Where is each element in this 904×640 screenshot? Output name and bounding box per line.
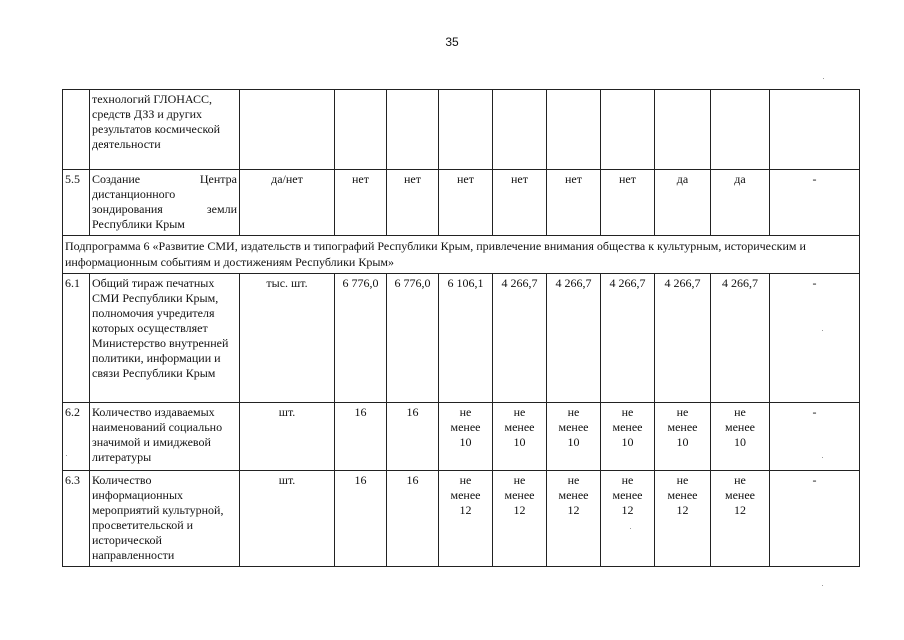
value-cell: не менее 12 <box>601 471 655 567</box>
value-cell <box>711 90 770 170</box>
value-cell: не менее 10 <box>601 403 655 471</box>
value-cell: 4 266,7 <box>711 274 770 403</box>
value-cell: 16 <box>387 471 439 567</box>
value-cell: нет <box>439 170 493 236</box>
value-cell <box>547 90 601 170</box>
value-cell: не менее 12 <box>493 471 547 567</box>
value-cell: не менее 10 <box>493 403 547 471</box>
scan-speck <box>630 528 631 529</box>
value-cell <box>655 90 711 170</box>
value-cell <box>335 90 387 170</box>
value-cell: не менее 10 <box>711 403 770 471</box>
scan-speck <box>823 78 824 79</box>
value-cell: 6 106,1 <box>439 274 493 403</box>
section-heading-row <box>63 236 860 274</box>
value-cell: нет <box>547 170 601 236</box>
value-cell: 6 776,0 <box>335 274 387 403</box>
value-cell: 4 266,7 <box>547 274 601 403</box>
value-cell: 6 776,0 <box>387 274 439 403</box>
table-row <box>63 403 860 471</box>
indicator-name: Создание Центра дистанционного зондирования земли Республики Крым <box>90 170 240 236</box>
page-number: 35 <box>445 35 459 49</box>
unit-cell: шт. <box>240 471 335 567</box>
value-cell <box>601 90 655 170</box>
scan-speck <box>822 330 823 331</box>
note-cell: - <box>770 274 860 403</box>
unit-cell: шт. <box>240 403 335 471</box>
note-cell: - <box>770 170 860 236</box>
value-cell <box>387 90 439 170</box>
value-cell: не менее 10 <box>547 403 601 471</box>
value-cell: да <box>655 170 711 236</box>
indicator-name: Количество издаваемых наименований социально значимой и имиджевой литературы <box>90 403 240 471</box>
value-cell <box>439 90 493 170</box>
value-cell <box>493 90 547 170</box>
indicator-name: Общий тираж печатных СМИ Республики Крым, полномочия учредителя которых осуществляет Министерство внутренней политики, информации и связи Республики Крым <box>90 274 240 403</box>
scan-speck <box>66 455 67 456</box>
value-cell: нет <box>601 170 655 236</box>
table-row <box>63 471 860 567</box>
unit-cell: да/нет <box>240 170 335 236</box>
note-cell: - <box>770 403 860 471</box>
section-heading: Подпрограмма 6 «Развитие СМИ, издательств и типографий Республики Крым, привлечение внимания общества к культурным, историческим и информационным событиям и достижениям Республики Крым» <box>63 236 860 274</box>
value-cell: не менее 12 <box>439 471 493 567</box>
table-row <box>63 274 860 403</box>
value-cell: нет <box>335 170 387 236</box>
unit-cell: тыс. шт. <box>240 274 335 403</box>
unit-cell <box>240 90 335 170</box>
note-cell <box>770 90 860 170</box>
row-number: 6.2 <box>63 403 90 471</box>
value-cell: не менее 12 <box>655 471 711 567</box>
value-cell: 4 266,7 <box>655 274 711 403</box>
value-cell: 16 <box>387 403 439 471</box>
row-number <box>63 90 90 170</box>
row-number: 6.3 <box>63 471 90 567</box>
indicator-name: Количество информационных мероприятий культурной, просветительской и исторической направленности <box>90 471 240 567</box>
value-cell: не менее 12 <box>547 471 601 567</box>
value-cell: не менее 12 <box>711 471 770 567</box>
value-cell: 4 266,7 <box>493 274 547 403</box>
value-cell: не менее 10 <box>655 403 711 471</box>
value-cell: 16 <box>335 403 387 471</box>
value-cell: нет <box>387 170 439 236</box>
value-cell: да <box>711 170 770 236</box>
note-cell: - <box>770 471 860 567</box>
indicator-name: технологий ГЛОНАСС, средств ДЗЗ и других результатов космической деятельности <box>90 90 240 170</box>
value-cell: 4 266,7 <box>601 274 655 403</box>
scan-speck <box>822 457 823 458</box>
value-cell: не менее 10 <box>439 403 493 471</box>
indicators-table <box>62 89 860 567</box>
row-number: 5.5 <box>63 170 90 236</box>
scan-speck <box>822 585 823 586</box>
value-cell: нет <box>493 170 547 236</box>
table-row <box>63 90 860 170</box>
table-row <box>63 170 860 236</box>
value-cell: 16 <box>335 471 387 567</box>
row-number: 6.1 <box>63 274 90 403</box>
